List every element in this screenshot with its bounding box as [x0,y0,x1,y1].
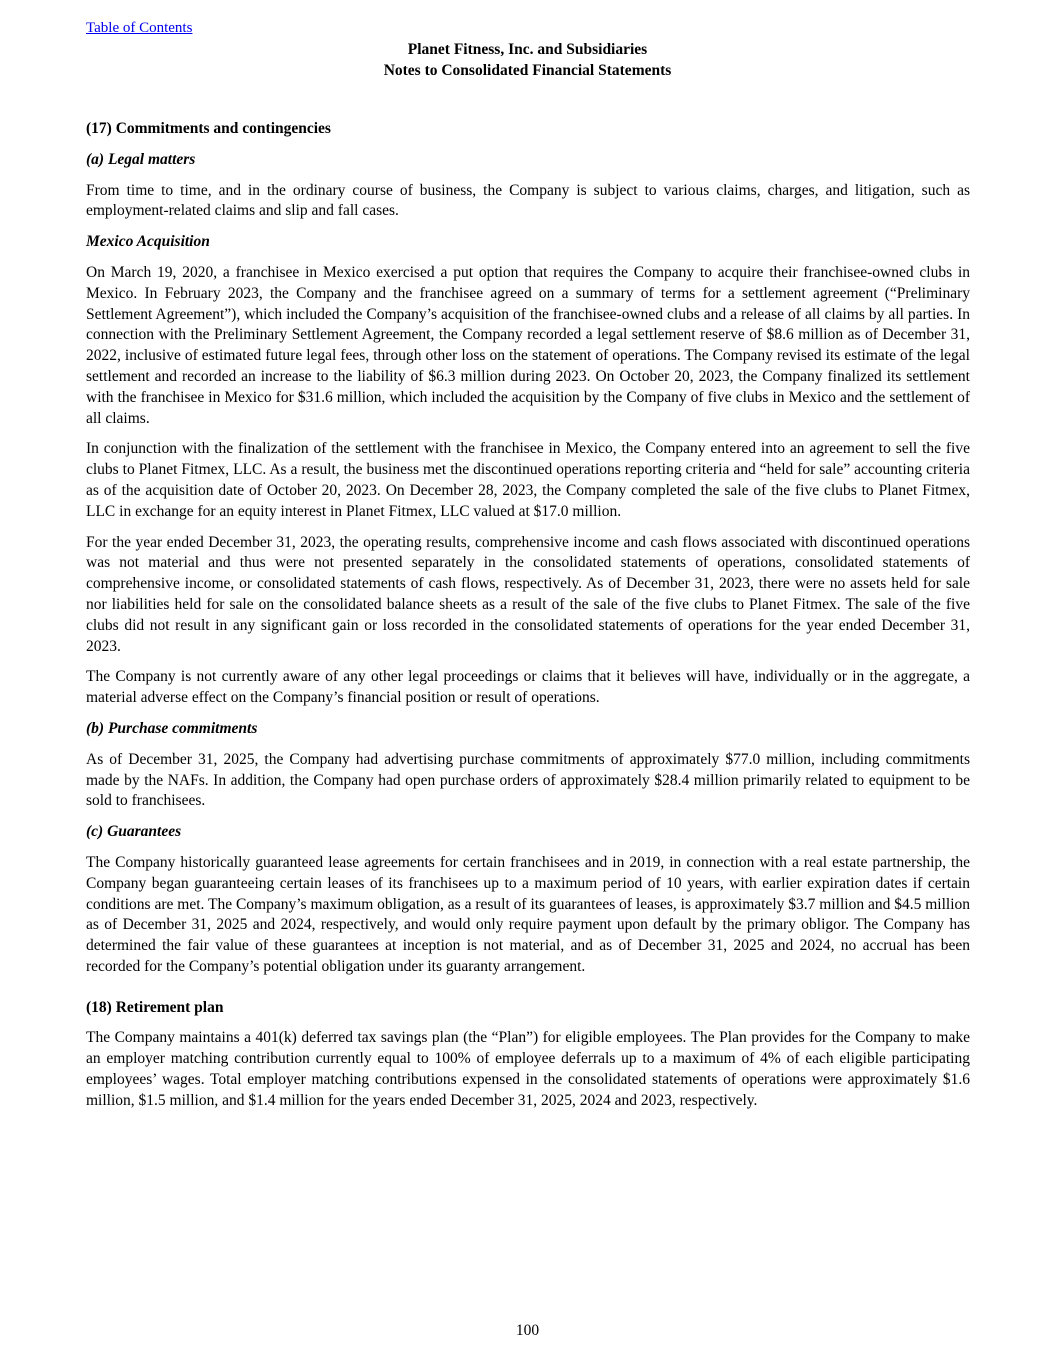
mexico-paragraph-2: In conjunction with the finalization of the settlement with the franchisee in Mexico, the Company entered into an agreement to sell the five clubs to Planet Fitmex, LLC. As a result, the business met the discontinued operations reporting criteria and “held for sale” accounting criteria as of the acquisition date of October 20, 2023. On December 28, 2023, the Company completed the sale of the five clubs to Planet Fitmex, LLC in exchange for an equity interest in Planet Fitmex, LLC valued at $17.0 million. [86,440,970,520]
purchase-commitments-paragraph: As of December 31, 2025, the Company had advertising purchase commitments of approximately $77.0 million, including commitments made by the NAFs. In addition, the Company had open purchase orders of approximately $28.4 million primarily related to equipment to be sold to franchisees. [86,750,970,810]
section-17-heading: (17) Commitments and contingencies [86,120,331,137]
section-18-heading: (18) Retirement plan [86,998,224,1016]
mexico-paragraph-4: The Company is not currently aware of any other legal proceedings or claims that it believes will have, individually or in the aggregate, a material adverse effect on the Company’s financial position or result of operations. [86,668,970,707]
legal-matters-paragraph: From time to time, and in the ordinary course of business, the Company is subject to various claims, charges, and litigation, such as employment-related claims and slip and fall cases. [86,181,970,220]
retirement-plan-paragraph: The Company maintains a 401(k) deferred tax savings plan (the “Plan”) for eligible employees. The Plan provides for the Company to make an employer matching contribution currently equal to 100% of employee deferrals up to a maximum of 4% of each eligible participating employees’ wages. Total employer matching contributions expensed in the consolidated statements of operations were approximately $1.6 million, $1.5 million, and $1.4 million for the years ended December 31, 2025, 2024 and 2023, respectively. [86,1029,970,1109]
mexico-paragraph-1: On March 19, 2020, a franchisee in Mexico exercised a put option that requires the Company to acquire their franchisee-owned clubs in Mexico. In February 2023, the Company and the franchisee agreed on a summary of terms for a settlement agreement (“Preliminary Settlement Agreement”), which included the Company’s acquisition of the franchisee-owned clubs and a release of all claims by all parties. In connection with the Preliminary Settlement Agreement, the Company recorded a legal settlement reserve of $8.6 million as of December 31, 2022, inclusive of estimated future legal fees, through other loss on the statement of operations. The Company revised its estimate of the legal settlement and recorded an increase to the liability of $6.3 million during 2023. On October 20, 2023, the Company finalized its settlement with the franchisee in Mexico for $31.6 million, which included the acquisition by the Company of five clubs in Mexico and the settlement of all claims. [86,263,970,427]
purchase-commitments-heading: (b) Purchase commitments [86,719,258,737]
mexico-acquisition-heading: Mexico Acquisition [86,233,210,251]
guarantees-heading: (c) Guarantees [86,823,182,841]
page-header [0,39,1055,81]
guarantees-paragraph: The Company historically guaranteed lease agreements for certain franchisees and in 2019, in connection with a real estate partnership, the Company began guaranteeing certain leases of its franchisees up to a maximum period of 10 years, with earlier expiration dates if certain conditions are met. The Company’s maximum obligation, as a result of its guarantees of leases, is approximately $3.7 million and $4.5 million as of December 31, 2025 and 2024, respectively, and would only require payment upon default by the primary obligor. The Company has determined the fair value of these guarantees at inception is not material, and as of December 31, 2025 and 2024, no accrual has been recorded for the Company’s potential obligation under its guaranty arrangement. [86,853,970,975]
company-name: Planet Fitness, Inc. and Subsidiaries [407,41,648,58]
legal-matters-heading: (a) Legal matters [86,150,196,168]
mexico-paragraph-3: For the year ended December 31, 2023, the operating results, comprehensive income and cash flows associated with discontinued operations was not material and thus were not presented separately in the consolidated statements of operations, consolidated statements of comprehensive income, or consolidated statements of cash flows, respectively. As of December 31, 2023, there were no assets held for sale nor liabilities held for sale on the consolidated balance sheets as a result of the sale of the five clubs to Planet Fitmex. The sale of the five clubs did not result in any significant gain or loss recorded in the consolidated statements of operations for the year ended December 31, 2023. [86,533,970,655]
table-of-contents-link[interactable]: Table of Contents [86,20,193,36]
page-number: 100 [515,1322,540,1339]
document-body [86,119,970,1122]
document-title: Notes to Consolidated Financial Statements [383,62,672,79]
